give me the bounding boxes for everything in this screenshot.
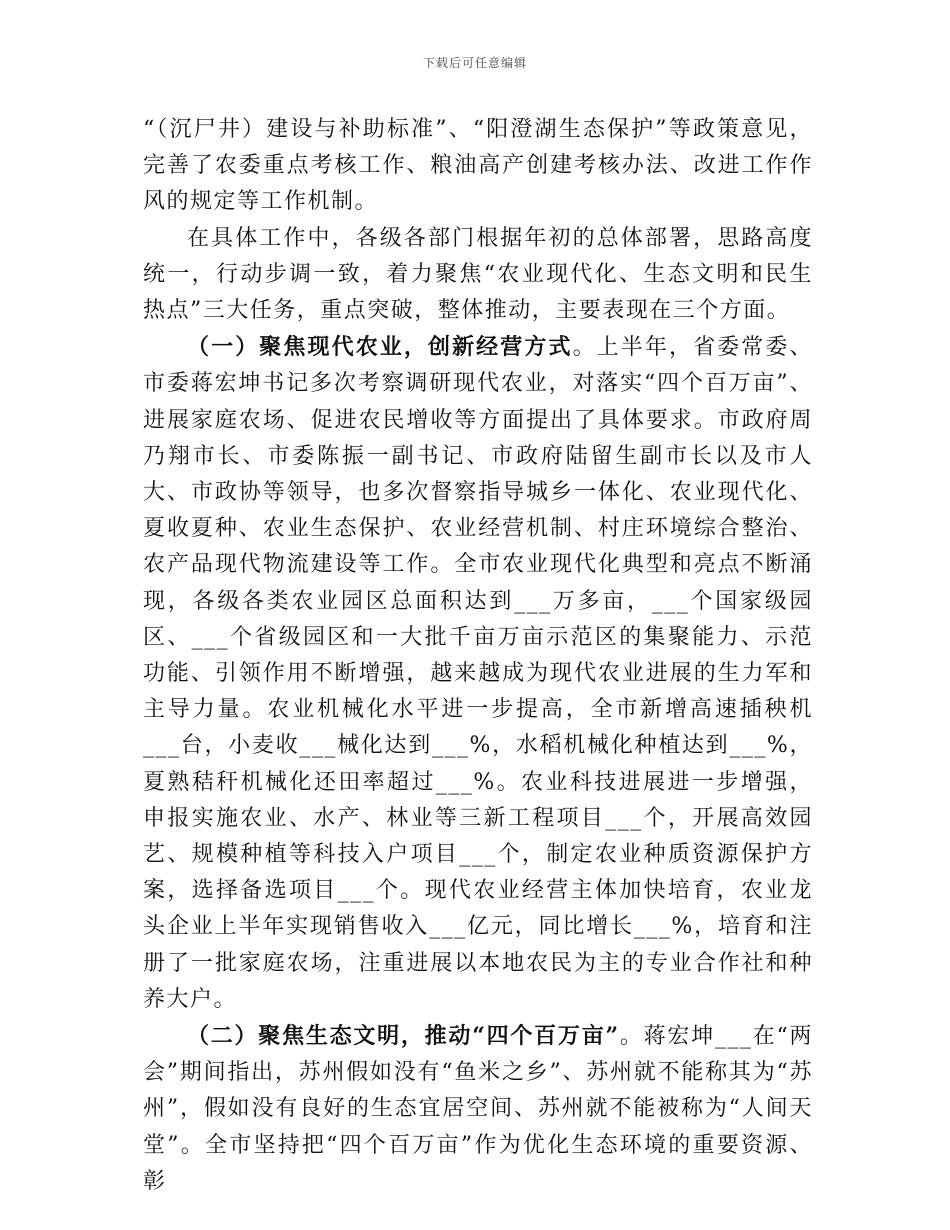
paragraph-overview xyxy=(143,221,813,330)
paragraph-text: 。上半年，省委常委、市委蒋宏坤书记多次考察调研现代农业，对落实“四个百万亩”、进展家庭农场、促进农民增收等方面提出了具体要求。市政府周乃翔市长、市委陈振一副书记、市政府陆留生副市长以及市人大、市政协等领导，也多次督察指导城乡一体化、农业现代化、夏收夏种、农业生态保护、农业经营机制、村庄环境综合整治、农产品现代物流建设等工作。全市农业现代化典型和亮点不断涌现，各级各类农业园区总面积达到___万多亩，___个国家级园区、___个省级园区和一大批千亩万亩示范区的集聚能力、示范功能、引领作用不断增强，越来越成为现代农业进展的生力军和主导力量。农业机械化水平进一步提高，全市新增高速插秧机___台，小麦收___械化达到___%，水稻机械化种植达到___%，夏熟秸秆机械化还田率超过___%。农业科技进展进一步增强，申报实施农业、水产、林业等三新工程项目___个，开展高效园艺、规模种植等科技入户项目___个，制定农业种质资源保护方案，选择备选项目___个。现代农业经营主体加快培育，农业龙头企业上半年实现销售收入___亿元，同比增长___%，培育和注册了一批家庭农场，注重进展以本地农民为主的专业合作社和种养大户。 xyxy=(143,335,813,1012)
page-header-note: 下载后可任意编辑 xyxy=(422,56,527,70)
paragraph-text: 。蒋宏坤___在“两会”期间指出，苏州假如没有“鱼米之乡”、苏州就不能称其为“苏州”，假如没有良好的生态宜居空间、苏州就不能被称为“人间天堂”。全市坚持把“四个百万亩”作为优化生态环境的重要资源、彰 xyxy=(143,1024,814,1194)
paragraph-text: 在具体工作中，各级各部门根据年初的总体部署，思路高度统一，行动步调一致，着力聚焦“农业现代化、生态文明和民生热点”三大任务，重点突破，整体推动，主要表现在三个方面。 xyxy=(143,225,813,324)
paragraph-section-two xyxy=(143,1018,813,1200)
section-heading: （一）聚焦现代农业，创新经营方式 xyxy=(187,334,573,361)
document-body xyxy=(143,112,813,1200)
paragraph-text: “（沉尸井）建设与补助标准”、“阳澄湖生态保护”等政策意见，完善了农委重点考核工作、粮油高产创建考核办法、改进工作作风的规定等工作机制。 xyxy=(143,117,813,215)
paragraph-section-one xyxy=(143,329,813,1018)
section-heading: （二）聚焦生态文明，推动“四个百万亩” xyxy=(187,1023,620,1050)
paragraph-continuation xyxy=(143,112,813,221)
